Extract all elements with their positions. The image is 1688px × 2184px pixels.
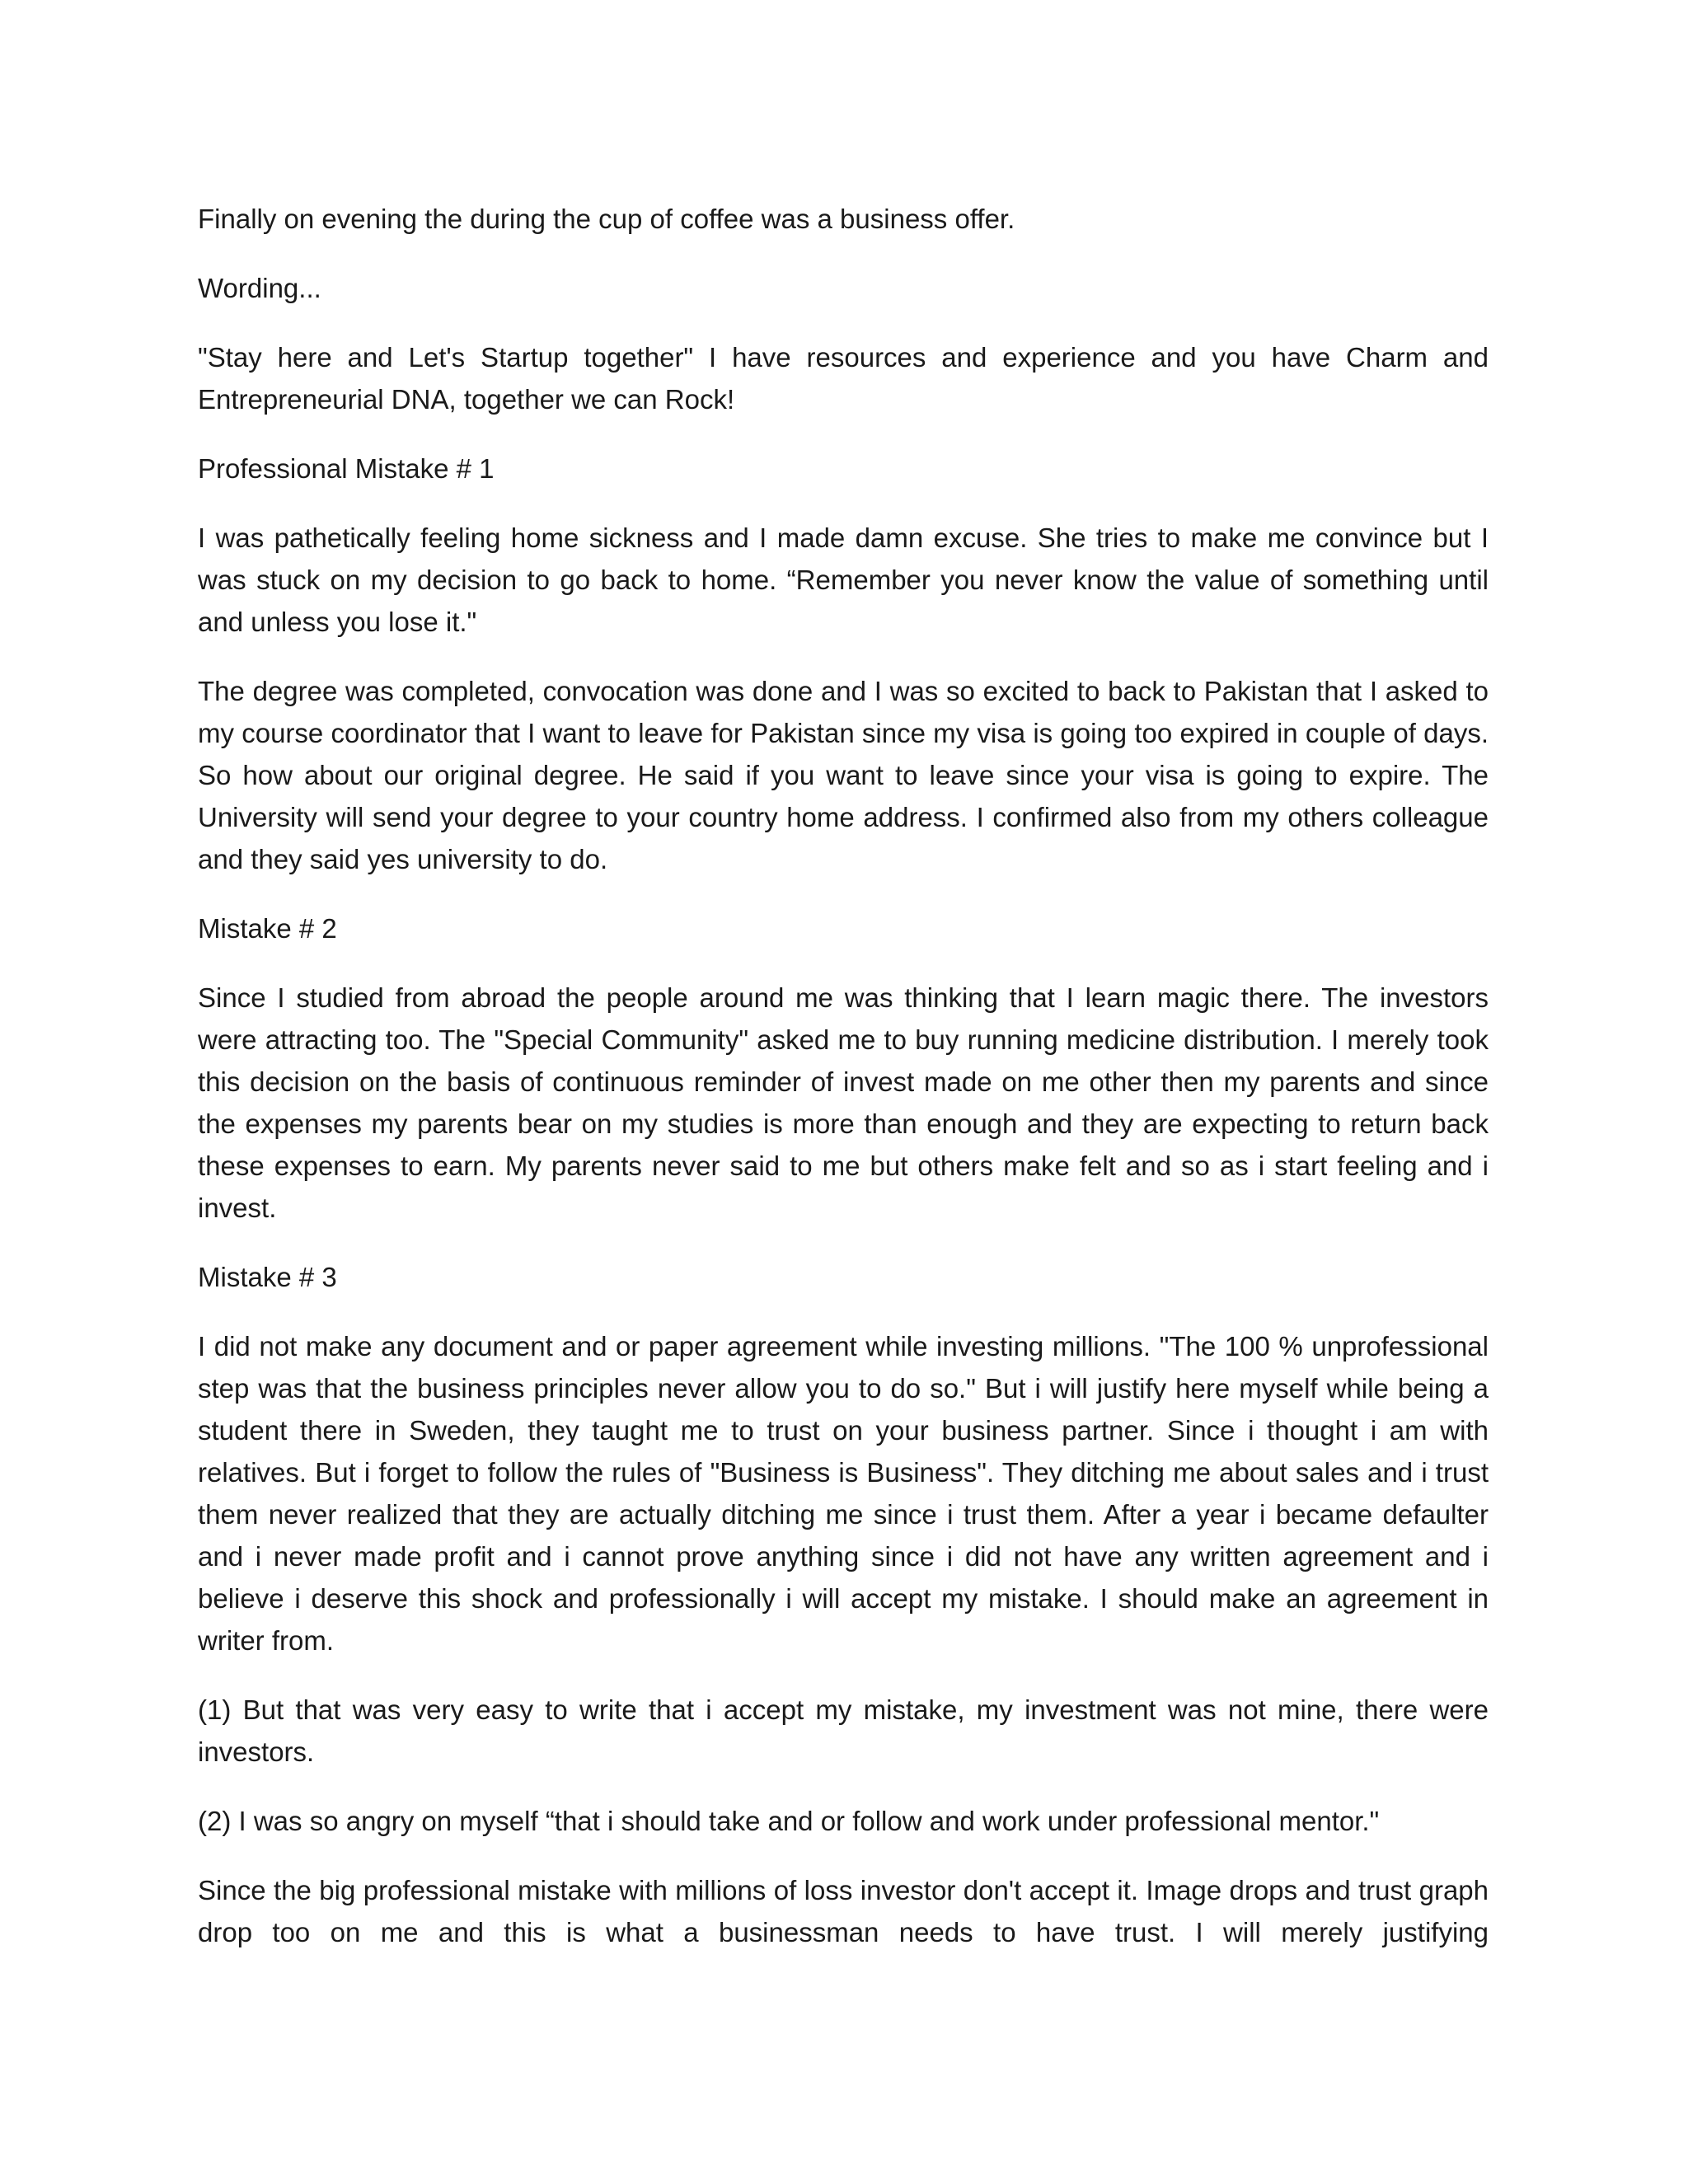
paragraph-degree: The degree was completed, convocation was done and I was so excited to back to Pakistan that I asked to my course coordinator that I want to leave for Pakistan since my visa is going too expired in couple of days. So how about our original degree. He said if you want to leave since your visa is going to expire. The University will send your degree to your country home address. I confirmed also from my others colleague and they said yes university to do. bbox=[198, 676, 1489, 874]
paragraph-offer: Finally on evening the during the cup of coffee was a business offer. bbox=[198, 204, 1015, 234]
heading-mistake-2: Mistake # 2 bbox=[198, 913, 337, 944]
paragraph-no-agreement: I did not make any document and or paper agreement while investing millions. "The 100 % unprofessional step was that the business principles never allow you to do so." But i will justify here myself while being a student there in Sweden, they taught me to trust on your business partner. Since i thought i am with relatives. But i forget to follow the rules of "Business is Business". They ditching me about sales and i trust them never realized that they are actually ditching me since i trust them. After a year i became defaulter and i never made profit and i cannot prove anything since i did not have any written agreement and i believe i deserve this shock and professionally i will accept my mistake. I should make an agreement in writer from. bbox=[198, 1331, 1489, 1656]
paragraph-studied-abroad: Since I studied from abroad the people around me was thinking that I learn magic there. The investors were attracting too. The "Special Community" asked me to buy running medicine distribution. I merely took this decision on the basis of continuous reminder of invest made on me other then my parents and since the expenses my parents bear on my studies is more than enough and they are expecting to return back these expenses to earn. My parents never said to me but others make felt and so as i start feeling and i invest. bbox=[198, 982, 1489, 1223]
paragraph-trust-loss: Since the big professional mistake with millions of loss investor don't accept it. Image drops and trust graph drop too on me and this is what a businessman needs to have trust. I will merely justifying bbox=[198, 1875, 1489, 1947]
heading-mistake-3: Mistake # 3 bbox=[198, 1262, 337, 1292]
paragraph-quote: "Stay here and Let's Startup together" I have resources and experience and you have Charm and Entrepreneurial DNA, together we can Rock! bbox=[198, 342, 1489, 415]
paragraph-point-2: (2) I was so angry on myself “that i should take and or follow and work under professional mentor." bbox=[198, 1806, 1380, 1836]
paragraph-home-sickness: I was pathetically feeling home sickness and I made damn excuse. She tries to make me convince but I was stuck on my decision to go back to home. “Remember you never know the value of something until and unless you lose it." bbox=[198, 523, 1489, 637]
paragraph-wording: Wording... bbox=[198, 273, 321, 303]
paragraph-point-1: (1) But that was very easy to write that i accept my mistake, my investment was not mine, there were investors. bbox=[198, 1694, 1489, 1767]
document-body bbox=[198, 198, 1489, 1953]
heading-professional-mistake-1: Professional Mistake # 1 bbox=[198, 453, 495, 484]
